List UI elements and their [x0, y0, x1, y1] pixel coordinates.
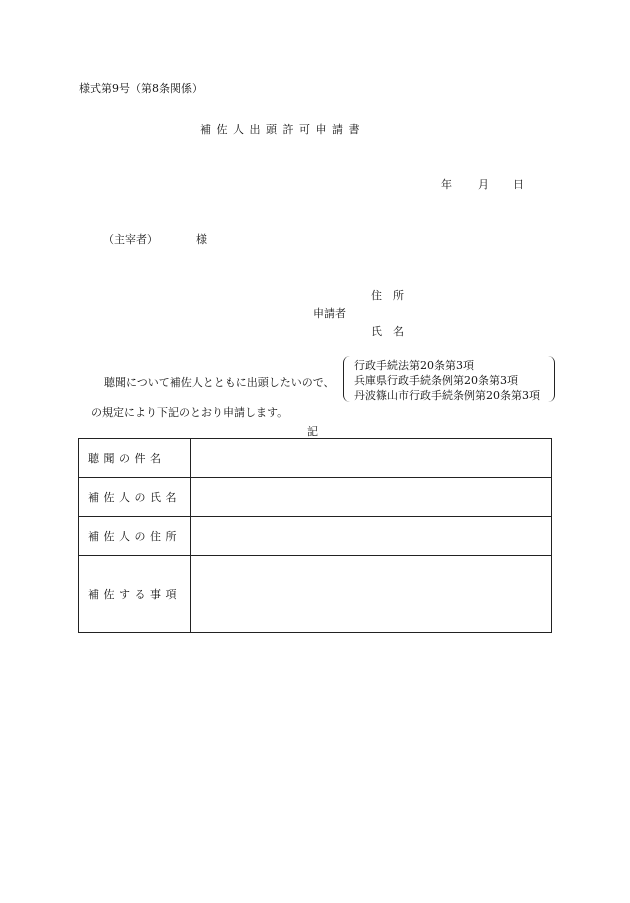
addressee-honorific: 様 — [196, 233, 207, 246]
table-row — [79, 556, 552, 633]
row-label-assistance-matters: 補 佐 す る 事 項 — [79, 556, 191, 633]
applicant-label: 申請者 — [313, 307, 346, 320]
applicant-address-label: 住 所 — [371, 289, 404, 302]
applicant-name-label: 氏 名 — [371, 325, 404, 338]
request-text: 聴聞について補佐人とともに出頭したいので、 — [104, 376, 335, 389]
date-month-label: 月 — [478, 178, 489, 191]
ki-heading: 記 — [307, 425, 318, 438]
field-assistant-address[interactable] — [191, 517, 552, 556]
record-table — [78, 438, 552, 633]
field-assistance-matters[interactable] — [191, 556, 552, 633]
row-label-assistant-address: 補 佐 人 の 住 所 — [79, 517, 191, 556]
row-label-assistant-name: 補 佐 人 の 氏 名 — [79, 478, 191, 517]
request-text-continued: の規定により下記のとおり申請します。 — [91, 406, 289, 419]
table-row — [79, 439, 552, 478]
field-assistant-name[interactable] — [191, 478, 552, 517]
field-hearing-subject[interactable] — [191, 439, 552, 478]
law-reference-item: 兵庫県行政手続条例第20条第3項 — [354, 374, 518, 387]
page-title: 補 佐 人 出 頭 許 可 申 請 書 — [200, 123, 361, 136]
law-reference-box — [343, 356, 555, 402]
table-row — [79, 478, 552, 517]
date-year-label: 年 — [441, 178, 452, 191]
law-reference-item: 丹波篠山市行政手続条例第20条第3項 — [354, 389, 540, 402]
law-reference-item: 行政手続法第20条第3項 — [354, 359, 474, 372]
addressee-label: （主宰者） — [103, 233, 158, 246]
row-label-hearing-subject: 聴 聞 の 件 名 — [79, 439, 191, 478]
form-number: 様式第9号（第8条関係） — [79, 82, 203, 95]
date-day-label: 日 — [513, 178, 524, 191]
table-row — [79, 517, 552, 556]
